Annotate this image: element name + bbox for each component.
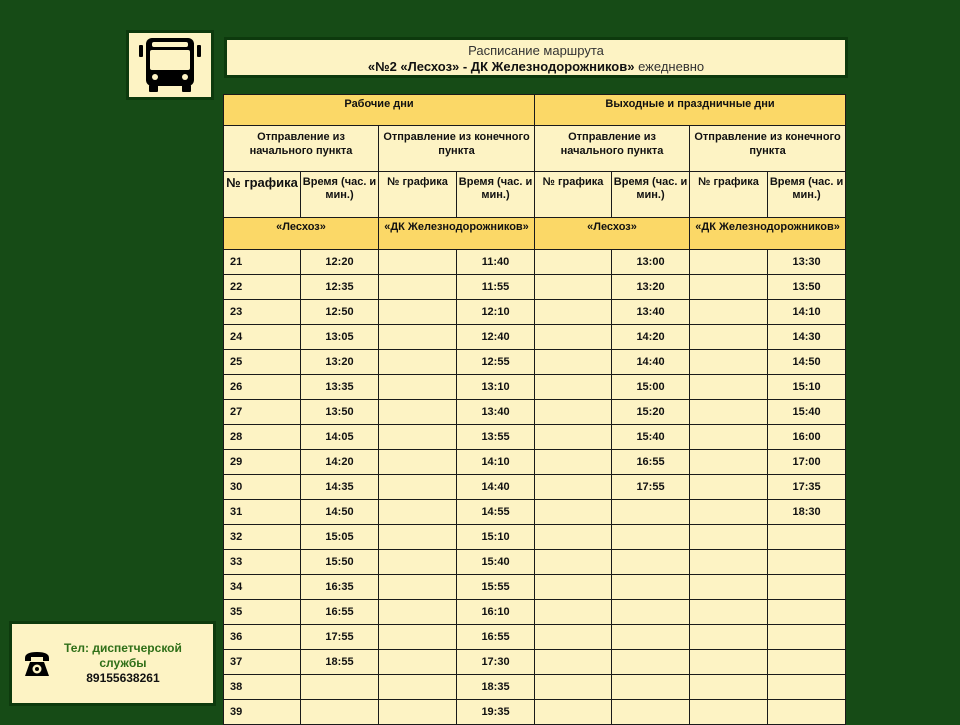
schedule-no-cell: 32 [224, 525, 301, 550]
wd-start-time-cell [301, 700, 379, 725]
header-schedule-no: № графика [379, 172, 457, 218]
we-start-no-cell [535, 550, 612, 575]
wd-end-time-cell: 16:55 [457, 625, 535, 650]
stop-leskhoz: «Лесхоз» [224, 218, 379, 250]
we-end-time-cell: 15:10 [768, 375, 846, 400]
wd-end-no-cell [379, 375, 457, 400]
wd-end-time-cell: 13:55 [457, 425, 535, 450]
wd-start-time-cell: 12:20 [301, 250, 379, 275]
we-end-time-cell [768, 625, 846, 650]
we-start-no-cell [535, 275, 612, 300]
wd-end-time-cell: 19:35 [457, 700, 535, 725]
table-row [224, 250, 846, 275]
wd-end-time-cell: 14:40 [457, 475, 535, 500]
schedule-rows [224, 250, 846, 725]
table-row [224, 550, 846, 575]
wd-end-time-cell: 12:40 [457, 325, 535, 350]
wd-start-time-cell: 14:20 [301, 450, 379, 475]
we-end-time-cell [768, 550, 846, 575]
schedule-no-cell: 30 [224, 475, 301, 500]
we-start-no-cell [535, 375, 612, 400]
header-we-dep-start: Отправление из начального пункта [535, 126, 690, 172]
we-start-time-cell: 13:00 [612, 250, 690, 275]
we-end-time-cell: 13:50 [768, 275, 846, 300]
table-row [224, 625, 846, 650]
header-weekends: Выходные и праздничные дни [535, 95, 846, 126]
we-start-no-cell [535, 500, 612, 525]
table-row [224, 575, 846, 600]
wd-end-no-cell [379, 625, 457, 650]
table-row [224, 600, 846, 625]
we-end-no-cell [690, 525, 768, 550]
we-start-time-cell [612, 525, 690, 550]
wd-end-time-cell: 14:55 [457, 500, 535, 525]
schedule-no-cell: 29 [224, 450, 301, 475]
wd-start-time-cell: 18:55 [301, 650, 379, 675]
header-time: Время (час. и мин.) [612, 172, 690, 218]
we-start-time-cell [612, 500, 690, 525]
dispatcher-contact [9, 621, 216, 706]
we-end-no-cell [690, 300, 768, 325]
we-start-no-cell [535, 650, 612, 675]
we-end-no-cell [690, 700, 768, 725]
wd-end-no-cell [379, 675, 457, 700]
header-wd-dep-end: Отправление из конечного пункта [379, 126, 535, 172]
wd-end-time-cell: 11:40 [457, 250, 535, 275]
wd-end-no-cell [379, 275, 457, 300]
wd-start-time-cell: 16:55 [301, 600, 379, 625]
we-end-no-cell [690, 425, 768, 450]
phone-icon [22, 649, 52, 679]
we-start-no-cell [535, 350, 612, 375]
we-end-no-cell [690, 675, 768, 700]
we-end-time-cell [768, 600, 846, 625]
wd-start-time-cell [301, 675, 379, 700]
schedule-no-cell: 39 [224, 700, 301, 725]
we-start-no-cell [535, 400, 612, 425]
wd-end-time-cell: 15:40 [457, 550, 535, 575]
we-start-time-cell [612, 600, 690, 625]
we-end-time-cell: 18:30 [768, 500, 846, 525]
header-row-stops [224, 218, 846, 250]
we-end-no-cell [690, 250, 768, 275]
we-end-time-cell: 16:00 [768, 425, 846, 450]
header-wd-dep-start: Отправление из начального пункта [224, 126, 379, 172]
we-end-time-cell: 13:30 [768, 250, 846, 275]
header-row-columns [224, 172, 846, 218]
we-end-time-cell [768, 650, 846, 675]
wd-start-time-cell: 12:50 [301, 300, 379, 325]
we-end-no-cell [690, 475, 768, 500]
wd-end-time-cell: 16:10 [457, 600, 535, 625]
header-schedule-no: № графика [535, 172, 612, 218]
we-start-no-cell [535, 600, 612, 625]
we-end-no-cell [690, 500, 768, 525]
schedule-title [224, 37, 848, 78]
schedule-no-cell: 28 [224, 425, 301, 450]
table-row [224, 425, 846, 450]
we-end-no-cell [690, 450, 768, 475]
wd-end-time-cell: 15:55 [457, 575, 535, 600]
we-start-no-cell [535, 250, 612, 275]
we-end-time-cell: 17:35 [768, 475, 846, 500]
we-start-time-cell: 13:40 [612, 300, 690, 325]
schedule-no-cell: 31 [224, 500, 301, 525]
schedule-no-cell: 36 [224, 625, 301, 650]
wd-end-no-cell [379, 325, 457, 350]
wd-end-time-cell: 18:35 [457, 675, 535, 700]
schedule-no-cell: 26 [224, 375, 301, 400]
we-start-time-cell [612, 550, 690, 575]
stop-dk: «ДК Железнодорожников» [690, 218, 846, 250]
we-end-no-cell [690, 625, 768, 650]
table-row [224, 275, 846, 300]
header-time: Время (час. и мин.) [457, 172, 535, 218]
we-start-time-cell [612, 575, 690, 600]
wd-start-time-cell: 17:55 [301, 625, 379, 650]
wd-end-no-cell [379, 350, 457, 375]
schedule-no-cell: 34 [224, 575, 301, 600]
wd-end-no-cell [379, 300, 457, 325]
schedule-no-cell: 21 [224, 250, 301, 275]
table-row [224, 400, 846, 425]
contact-label-2: службы [99, 656, 147, 670]
schedule-table [223, 94, 846, 725]
wd-end-no-cell [379, 425, 457, 450]
schedule-no-cell: 25 [224, 350, 301, 375]
wd-start-time-cell: 13:20 [301, 350, 379, 375]
we-start-no-cell [535, 300, 612, 325]
wd-start-time-cell: 13:50 [301, 400, 379, 425]
we-start-no-cell [535, 475, 612, 500]
table-row [224, 300, 846, 325]
we-end-no-cell [690, 550, 768, 575]
contact-number: 89155638261 [86, 671, 160, 685]
we-start-no-cell [535, 325, 612, 350]
wd-end-no-cell [379, 525, 457, 550]
we-end-time-cell: 15:40 [768, 400, 846, 425]
wd-end-no-cell [379, 500, 457, 525]
wd-end-time-cell: 15:10 [457, 525, 535, 550]
contact-text [64, 641, 182, 686]
wd-end-no-cell [379, 475, 457, 500]
we-end-no-cell [690, 400, 768, 425]
we-start-no-cell [535, 625, 612, 650]
schedule-no-cell: 27 [224, 400, 301, 425]
title-line2 [227, 59, 845, 75]
stop-leskhoz: «Лесхоз» [535, 218, 690, 250]
table-row [224, 700, 846, 725]
wd-start-time-cell: 14:50 [301, 500, 379, 525]
we-start-time-cell: 15:20 [612, 400, 690, 425]
we-start-time-cell [612, 650, 690, 675]
we-start-no-cell [535, 675, 612, 700]
frequency: ежедневно [638, 59, 705, 74]
bus-icon [137, 37, 203, 93]
bus-icon-box [126, 30, 214, 100]
schedule-no-cell: 24 [224, 325, 301, 350]
wd-end-no-cell [379, 700, 457, 725]
we-end-time-cell: 17:00 [768, 450, 846, 475]
header-workdays: Рабочие дни [224, 95, 535, 126]
schedule-no-cell: 38 [224, 675, 301, 700]
wd-start-time-cell: 14:35 [301, 475, 379, 500]
wd-end-time-cell: 12:10 [457, 300, 535, 325]
schedule-no-cell: 37 [224, 650, 301, 675]
we-end-no-cell [690, 375, 768, 400]
wd-end-no-cell [379, 250, 457, 275]
wd-start-time-cell: 13:05 [301, 325, 379, 350]
wd-end-no-cell [379, 575, 457, 600]
wd-end-time-cell: 13:40 [457, 400, 535, 425]
schedule-no-cell: 35 [224, 600, 301, 625]
we-start-no-cell [535, 525, 612, 550]
wd-end-no-cell [379, 600, 457, 625]
header-row-direction [224, 126, 846, 172]
wd-start-time-cell: 14:05 [301, 425, 379, 450]
wd-end-no-cell [379, 550, 457, 575]
we-end-time-cell: 14:30 [768, 325, 846, 350]
we-start-time-cell [612, 675, 690, 700]
we-end-no-cell [690, 325, 768, 350]
we-end-no-cell [690, 575, 768, 600]
wd-start-time-cell: 16:35 [301, 575, 379, 600]
table-row [224, 525, 846, 550]
we-start-time-cell: 17:55 [612, 475, 690, 500]
we-start-time-cell: 15:40 [612, 425, 690, 450]
we-end-time-cell: 14:50 [768, 350, 846, 375]
table-row [224, 650, 846, 675]
we-end-no-cell [690, 600, 768, 625]
table-row [224, 450, 846, 475]
wd-start-time-cell: 12:35 [301, 275, 379, 300]
schedule-no-cell: 23 [224, 300, 301, 325]
wd-start-time-cell: 13:35 [301, 375, 379, 400]
header-time: Время (час. и мин.) [301, 172, 379, 218]
header-schedule-no: № графика [224, 172, 301, 218]
table-row [224, 375, 846, 400]
header-row-days [224, 95, 846, 126]
table-row [224, 475, 846, 500]
stop-dk: «ДК Железнодорожников» [379, 218, 535, 250]
we-end-time-cell: 14:10 [768, 300, 846, 325]
we-end-no-cell [690, 650, 768, 675]
wd-end-time-cell: 13:10 [457, 375, 535, 400]
we-start-time-cell [612, 625, 690, 650]
header-we-dep-end: Отправление из конечного пункта [690, 126, 846, 172]
we-start-time-cell: 14:20 [612, 325, 690, 350]
we-start-time-cell: 14:40 [612, 350, 690, 375]
we-start-time-cell [612, 700, 690, 725]
we-end-time-cell [768, 700, 846, 725]
wd-end-time-cell: 17:30 [457, 650, 535, 675]
table-row [224, 325, 846, 350]
we-end-time-cell [768, 575, 846, 600]
we-start-time-cell: 16:55 [612, 450, 690, 475]
wd-end-time-cell: 12:55 [457, 350, 535, 375]
we-start-no-cell [535, 575, 612, 600]
wd-end-time-cell: 11:55 [457, 275, 535, 300]
wd-end-no-cell [379, 400, 457, 425]
wd-start-time-cell: 15:05 [301, 525, 379, 550]
header-schedule-no: № графика [690, 172, 768, 218]
schedule-no-cell: 22 [224, 275, 301, 300]
we-start-no-cell [535, 425, 612, 450]
we-start-time-cell: 15:00 [612, 375, 690, 400]
header-time: Время (час. и мин.) [768, 172, 846, 218]
wd-end-no-cell [379, 650, 457, 675]
title-line1: Расписание маршрута [468, 43, 604, 58]
schedule-no-cell: 33 [224, 550, 301, 575]
table-row [224, 350, 846, 375]
wd-start-time-cell: 15:50 [301, 550, 379, 575]
table-row [224, 675, 846, 700]
we-start-no-cell [535, 450, 612, 475]
route-name: «№2 «Лесхоз» - ДК Железнодорожников» [367, 59, 635, 74]
contact-label-1: Тел: диспетчерской [64, 641, 182, 655]
we-end-no-cell [690, 350, 768, 375]
we-start-no-cell [535, 700, 612, 725]
wd-end-time-cell: 14:10 [457, 450, 535, 475]
wd-end-no-cell [379, 450, 457, 475]
table-row [224, 500, 846, 525]
we-start-time-cell: 13:20 [612, 275, 690, 300]
we-end-time-cell [768, 525, 846, 550]
we-end-time-cell [768, 675, 846, 700]
we-end-no-cell [690, 275, 768, 300]
